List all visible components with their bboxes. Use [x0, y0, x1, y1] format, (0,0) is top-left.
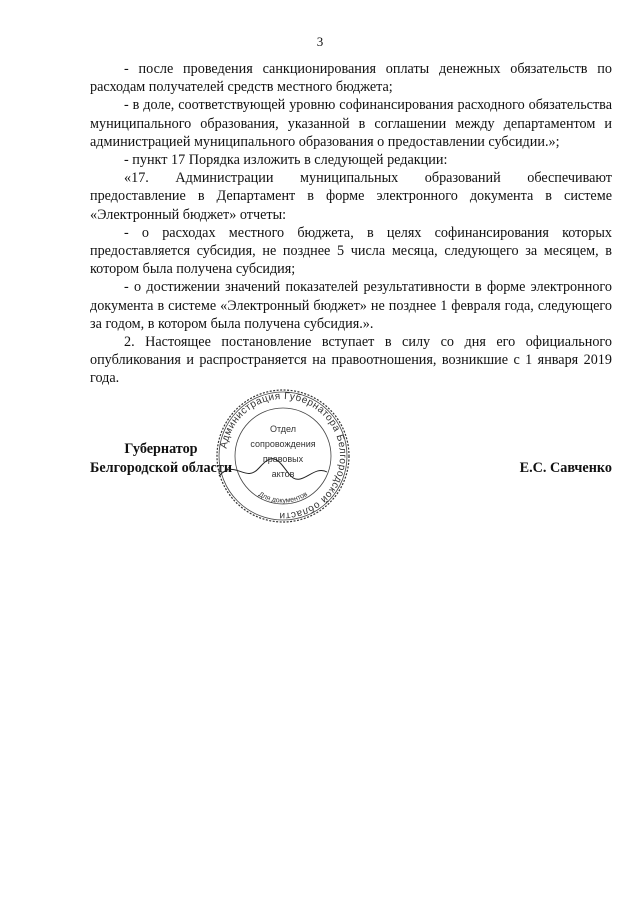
- paragraph: - о расходах местного бюджета, в целях софинансирования которых предоставляется субсидия, не позднее 5 числа месяца, следующего за месяцем, в котором была получена субсидия;: [90, 224, 612, 278]
- svg-text:Для документов: [257, 491, 309, 505]
- page-number: 3: [316, 34, 324, 49]
- signature-block: [90, 440, 612, 490]
- stamp-center-line: сопровождения: [250, 439, 316, 449]
- stamp-center-line: правовых: [262, 454, 304, 464]
- stamp-ring-text: Администрация Губернатора Белгородской области: [218, 390, 349, 522]
- paragraph: 2. Настоящее постановление вступает в силу со дня его официального опубликования и распространяется на правоотношения, возникшие с 1 января 2019 года.: [90, 334, 612, 387]
- paragraph: - о достижении значений показателей результативности в форме электронного документа в системе «Электронный бюджет» не позднее 1 февраля года, следующего за годом, в котором была получена субсидия.».: [90, 279, 612, 332]
- document-body: [90, 60, 612, 388]
- paragraph: «17. Администрации муниципальных образований обеспечивают предоставление в Департамент в форме электронного документа в системе «Электронный бюджет» отчеты:: [90, 170, 612, 223]
- stamp-center-line: Отдел: [269, 424, 297, 434]
- signatory-title-line2: Белгородской области: [90, 460, 232, 476]
- stamp-center-line: актов: [271, 469, 295, 479]
- official-stamp: [215, 388, 351, 524]
- paragraph: - после проведения санкционирования оплаты денежных обязательств по расходам получателей средств местного бюджета;: [90, 61, 612, 96]
- signatory-name: Е.С. Савченко: [519, 460, 612, 476]
- signatory-title: [90, 440, 232, 478]
- paragraph: - пункт 17 Порядка изложить в следующей редакции:: [124, 152, 448, 169]
- signatory-title-line1: Губернатор: [124, 441, 198, 457]
- stamp-bottom-text: Для документов: [257, 490, 309, 505]
- paragraph: - в доле, соответствующей уровню софинансирования расходного обязательства муниципального образования, указанной в соглашении между департаментом и администрацией муниципального образования о предоставлении субсидии.»;: [90, 97, 612, 150]
